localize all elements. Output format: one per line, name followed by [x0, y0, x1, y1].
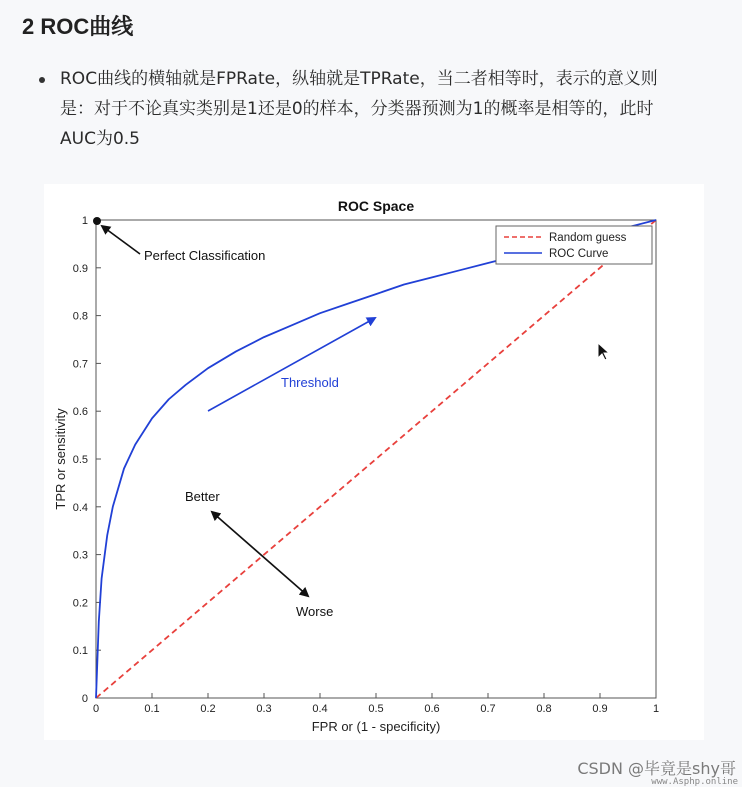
x-tick-label: 0.3 — [256, 703, 272, 715]
roc-chart — [44, 184, 704, 740]
y-tick-label: 0.7 — [72, 358, 88, 371]
x-tick-label: 0.2 — [200, 703, 216, 715]
y-tick-label: 0.9 — [72, 262, 88, 275]
bullet-paragraph — [60, 64, 740, 154]
mouse-cursor-icon — [597, 342, 611, 362]
annotation-perfect-classification: Perfect Classification — [144, 248, 266, 263]
bullet-line: AUC为0.5 — [60, 129, 140, 149]
x-tick-label: 0 — [92, 703, 100, 715]
annotation-worse: Worse — [296, 604, 334, 619]
x-tick-label: 0.1 — [144, 703, 160, 715]
y-tick-label: 0.6 — [72, 406, 88, 419]
bullet-dot — [39, 77, 45, 83]
x-tick-label: 0.7 — [480, 703, 496, 715]
perfect-classification-point — [93, 217, 101, 225]
y-tick-label: 0.8 — [72, 310, 88, 323]
y-tick-label: 0.4 — [72, 501, 88, 514]
bullet-line: ROC曲线的横轴就是FPRate，纵轴就是TPRate，当二者相等时，表示的意义则 — [60, 69, 658, 89]
x-axis-label: FPR or (1 - specificity) — [311, 719, 441, 734]
chart-title: ROC Space — [337, 198, 415, 214]
site-watermark: www.Asphp.online — [651, 777, 738, 787]
y-axis-label: TPR or sensitivity — [53, 408, 68, 510]
y-tick-label: 0.5 — [72, 454, 88, 466]
y-tick-label: 1 — [81, 215, 88, 227]
y-tick-label: 0.1 — [72, 645, 88, 658]
section-heading: 2 ROC曲线 — [22, 14, 134, 39]
y-tick-label: 0.2 — [72, 597, 88, 610]
annotation-threshold: Threshold — [281, 375, 339, 390]
bullet-line: 是：对于不论真实类别是1还是0的样本，分类器预测为1的概率是相等的，此时 — [60, 99, 654, 119]
x-tick-label: 1 — [652, 703, 660, 715]
legend — [496, 226, 652, 264]
x-tick-label: 0.5 — [368, 703, 384, 715]
legend-label-random-guess: Random guess — [549, 232, 627, 244]
y-tick-label: 0 — [81, 693, 88, 705]
legend-label-roc-curve: ROC Curve — [549, 248, 609, 260]
x-tick-label: 0.8 — [536, 703, 552, 715]
x-tick-label: 0.4 — [312, 703, 328, 715]
annotation-better: Better — [185, 489, 220, 504]
x-tick-label: 0.9 — [592, 703, 608, 715]
csdn-watermark: CSDN @毕竟是shy哥 — [577, 759, 736, 778]
y-tick-label: 0.3 — [72, 549, 88, 562]
x-tick-label: 0.6 — [424, 703, 440, 715]
roc-figure — [44, 184, 704, 740]
